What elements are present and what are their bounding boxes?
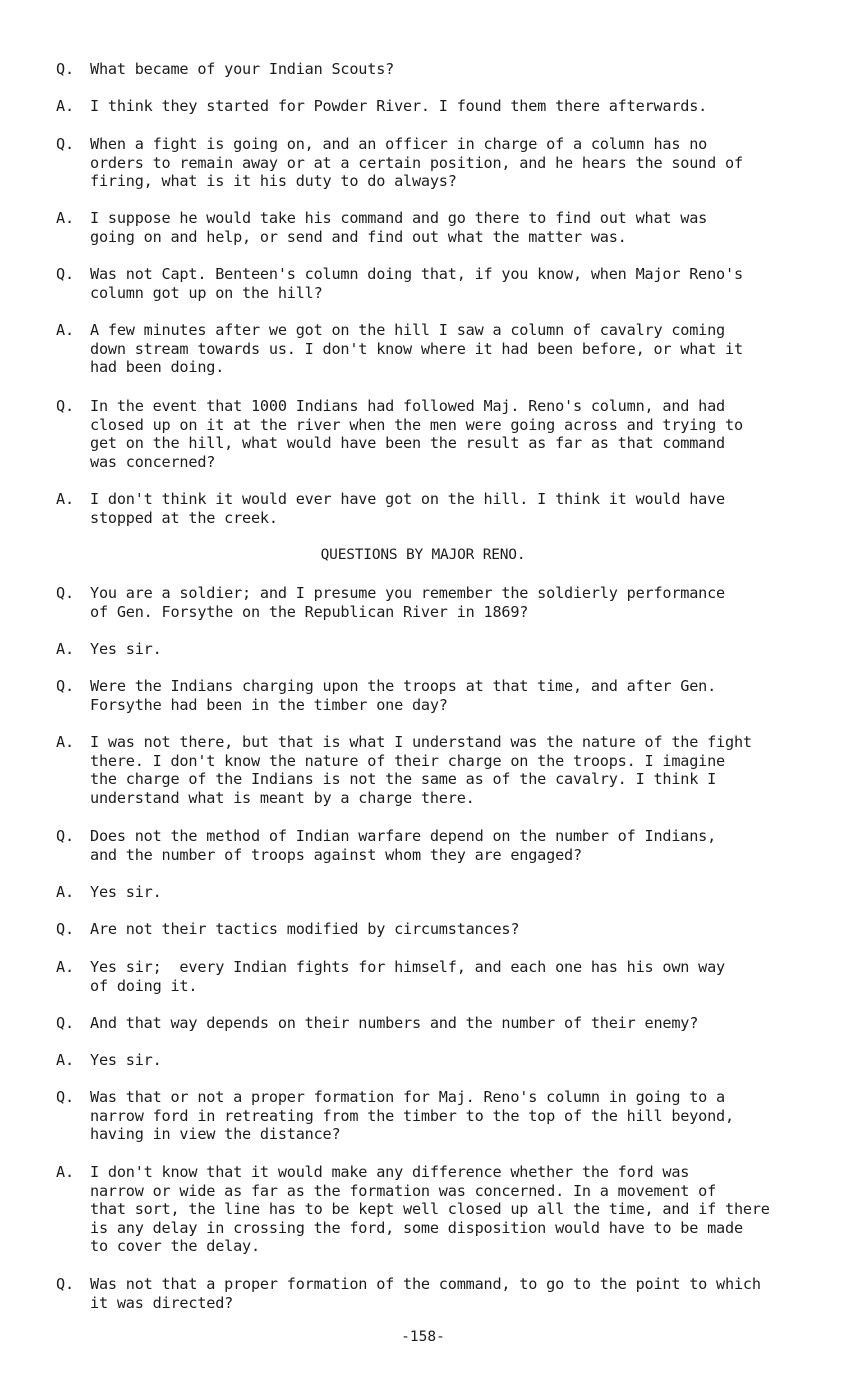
qa-text: I don't think it would ever have got on the hill. I think it would have stopped at the creek.	[90, 490, 725, 527]
page-number: -158-	[401, 1329, 445, 1345]
qa-answer	[56, 1163, 816, 1256]
qa-text: Was not Capt. Benteen's column doing that, if you know, when Major Reno's column got up on the hill?	[90, 265, 743, 302]
qa-text: Was that or not a proper formation for Maj. Reno's column in going to a narrow ford in retreating from the timber to the top of the hill beyond, having in view the distance?	[90, 1088, 734, 1144]
qa-text: Yes sir.	[90, 883, 162, 901]
section-heading: QUESTIONS BY MAJOR RENO.	[320, 547, 526, 563]
qa-label: A.	[56, 640, 74, 658]
qa-label: A.	[56, 321, 74, 339]
qa-label: Q.	[56, 135, 74, 153]
qa-label: Q.	[56, 60, 74, 78]
qa-text: Are not their tactics modified by circumstances?	[90, 920, 520, 938]
qa-answer	[56, 733, 816, 807]
qa-label: Q.	[56, 1275, 74, 1293]
qa-text: I was not there, but that is what I understand was the nature of the fight there. I don't know the nature of their charge on the troops. I imagine the charge of the Indians is not the same as of the cavalry. I think I understand what is meant by a charge there.	[90, 733, 752, 807]
qa-answer	[56, 321, 816, 395]
qa-label: Q.	[56, 584, 74, 602]
qa-question	[56, 397, 816, 471]
qa-text: A few minutes after we got on the hill I saw a column of cavalry coming down stream towards us. I don't know where it had been before, or what it had been doing.	[90, 321, 743, 377]
qa-text: Yes sir; every Indian fights for himself, and each one has his own way of doing it.	[90, 958, 725, 995]
qa-text: You are a soldier; and I presume you remember the soldierly performance of Gen. Forsythe on the Republican River in 1869?	[90, 584, 725, 621]
qa-label: A.	[56, 958, 74, 976]
qa-label: Q.	[56, 827, 74, 845]
qa-question	[56, 1088, 816, 1162]
qa-label: Q.	[56, 920, 74, 938]
qa-text: When a fight is going on, and an officer in charge of a column has no orders to remain away or at a certain position, and he hears the sound of firing, what is it his duty to do always?	[90, 135, 743, 191]
qa-text: Was not that a proper formation of the command, to go to the point to which it was directed?	[90, 1275, 761, 1312]
qa-text: And that way depends on their numbers and the number of their enemy?	[90, 1014, 699, 1032]
qa-label: A.	[56, 883, 74, 901]
qa-text: Yes sir.	[90, 640, 162, 658]
qa-text: I suppose he would take his command and go there to find out what was going on and help, or send and find out what the matter was.	[90, 209, 708, 246]
qa-text: I don't know that it would make any difference whether the ford was narrow or wide as far as the formation was concerned. In a movement of that sort, the line has to be kept well closed up all the time, and if there is any delay in crossing the ford, some disposition would have to be made to cover the delay.	[90, 1163, 770, 1256]
qa-text: Were the Indians charging upon the troops at that time, and after Gen. Forsythe had been in the timber one day?	[90, 677, 717, 714]
qa-label: A.	[56, 1163, 74, 1181]
qa-label: A.	[56, 1051, 74, 1069]
qa-text: What became of your Indian Scouts?	[90, 60, 395, 78]
qa-text: Does not the method of Indian warfare depend on the number of Indians, and the number of troops against whom they are engaged?	[90, 827, 717, 864]
qa-label: A.	[56, 209, 74, 227]
qa-label: Q.	[56, 1014, 74, 1032]
qa-label: Q.	[56, 677, 74, 695]
qa-text: In the event that 1000 Indians had followed Maj. Reno's column, and had closed up on it at the river when the men were going across and trying to get on the hill, what would have been the result as far as that command was concerned?	[90, 397, 743, 471]
qa-label: Q.	[56, 397, 74, 415]
qa-label: A.	[56, 733, 74, 751]
qa-label: Q.	[56, 265, 74, 283]
qa-text: Yes sir.	[90, 1051, 162, 1069]
qa-label: A.	[56, 490, 74, 508]
qa-question	[56, 135, 816, 209]
qa-label: Q.	[56, 1088, 74, 1106]
qa-text: I think they started for Powder River. I found them there afterwards.	[90, 97, 708, 115]
qa-label: A.	[56, 97, 74, 115]
